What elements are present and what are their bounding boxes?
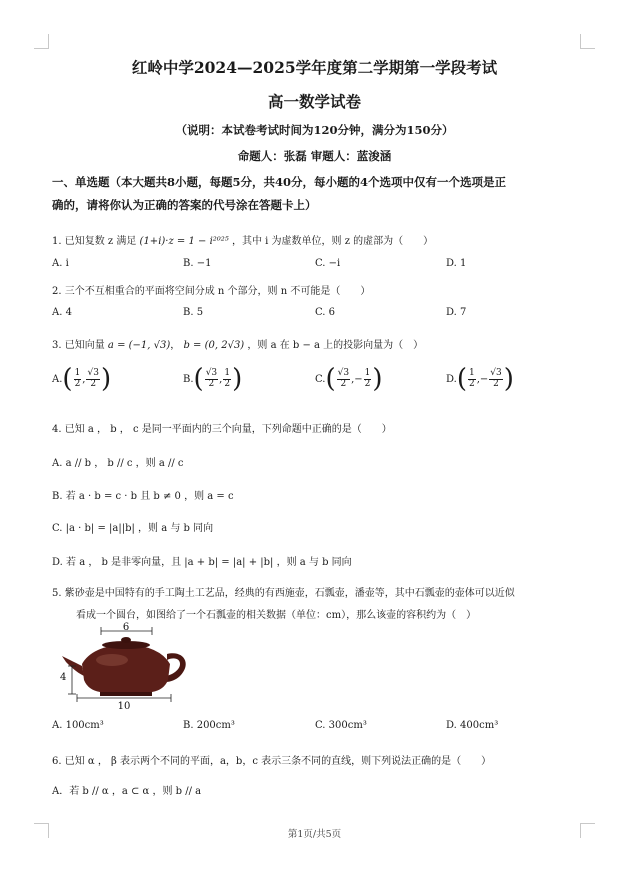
question-4: 4. 已知 a ， b ， c 是同一平面内的三个向量，下列命题中正确的是（ ）	[52, 424, 392, 435]
q1-option-c[interactable]: C. −i	[315, 258, 341, 269]
q3-option-c[interactable]: C. ( $\frac{√3}{2}$ ,− $\frac{1}{2}$ )	[315, 364, 383, 394]
question-6: 6. 已知 α ， β 表示两个不同的平面，a，b，c 表示三条不同的直线，则下列说法正确的是（ ）	[52, 756, 492, 767]
q3-option-d-label: D.	[446, 373, 457, 385]
question-5-line2: 看成一个圆台，如图给了一个石瓢壶的相关数据（单位：cm），那么该壶的容积约为（ ）	[76, 610, 477, 621]
q3-option-b-label: B.	[183, 373, 194, 385]
teapot-knob	[121, 637, 131, 643]
crop-mark-top-right	[580, 34, 595, 49]
q3-option-a-label: A.	[52, 373, 63, 385]
q1-pre: 1. 已知复数 z 满足	[52, 236, 137, 247]
q3-option-d[interactable]: D. ( $\frac{1}{2}$ ,− $\frac{√3}{2}$ )	[446, 364, 514, 394]
exam-title: 红岭中学2024—2025学年度第二学期第一学段考试	[131, 58, 498, 77]
q5-option-a[interactable]: A. 100cm³	[52, 720, 104, 731]
exam-authors: 命题人：张磊 审题人：蓝浚涵	[237, 149, 392, 163]
q4-option-d[interactable]: D. 若 a ， b 是非零向量，且 |a + b| = |a| + |b| ，则 a 与 b 同向	[52, 557, 352, 568]
q2-option-c[interactable]: C. 6	[315, 307, 336, 318]
q3-vector-b: b = (0, 2√3)	[183, 340, 245, 351]
dim-bottom-label: 10	[117, 701, 131, 710]
dim-top-label: 6	[122, 622, 130, 633]
q3-pre: 3. 已知向量	[52, 340, 105, 351]
q2-option-b[interactable]: B. 5	[183, 307, 204, 318]
q1-option-b[interactable]: B. −1	[183, 258, 212, 269]
dim-side-label: 4	[60, 672, 67, 683]
section-heading-line2: 确的，请将你认为正确的答案的代号涂在答题卡上）	[52, 198, 317, 212]
q1-expression: (1+i)·z = 1 − i²⁰²⁵	[139, 236, 229, 247]
q2-option-a[interactable]: A. 4	[52, 307, 72, 318]
q1-post: ，其中 i 为虚数单位，则 z 的虚部为（ ）	[232, 236, 434, 247]
q3-option-c-label: C.	[315, 373, 326, 385]
question-5-line1: 5. 紫砂壶是中国特有的手工陶土工艺品，经典的有西施壶，石瓢壶，潘壶等，其中石瓢壶的壶体可以近似	[52, 588, 515, 599]
q4-option-b[interactable]: B. 若 a · b = c · b 且 b ≠ 0 ，则 a = c	[52, 491, 234, 502]
question-3: 3. 已知向量 a = (−1, √3)， b = (0, 2√3) ，则 a 在 b − a 上的投影向量为（ ）	[52, 340, 424, 351]
crop-mark-top-left	[34, 34, 49, 49]
q3-option-b[interactable]: B. ( $\frac{√3}{2}$ , $\frac{1}{2}$ )	[183, 364, 243, 394]
exam-note: （说明：本试卷考试时间为120分钟，满分为150分）	[175, 123, 454, 137]
q5-option-d[interactable]: D. 400cm³	[446, 720, 499, 731]
teapot-highlight	[96, 654, 128, 666]
q6-option-a[interactable]: A．若 b // α ，a ⊂ α ，则 b // a	[52, 786, 202, 797]
q3-option-a[interactable]: A. ( $\frac{1}{2}$ , $\frac{√3}{2}$ )	[52, 364, 112, 394]
q1-option-d[interactable]: D. 1	[446, 258, 467, 269]
q1-option-a[interactable]: A. i	[52, 258, 69, 269]
page-footer: 第1页/共5页	[287, 829, 342, 840]
q4-option-a[interactable]: A. a // b ， b // c ，则 a // c	[52, 458, 184, 469]
question-2: 2. 三个不互相重合的平面将空间分成 n 个部分，则 n 不可能是（ ）	[52, 286, 371, 297]
q2-option-d[interactable]: D. 7	[446, 307, 467, 318]
teapot-body	[82, 644, 170, 692]
exam-subtitle: 高一数学试卷	[267, 92, 361, 111]
teapot-figure	[52, 620, 192, 710]
q4-option-c[interactable]: C. |a · b| = |a||b| ，则 a 与 b 同向	[52, 523, 214, 534]
question-1	[52, 232, 433, 247]
q3-post: ，则 a 在 b − a 上的投影向量为（ ）	[247, 340, 424, 351]
teapot-base	[100, 692, 152, 696]
q5-option-b[interactable]: B. 200cm³	[183, 720, 235, 731]
section-heading-line1: 一、单选题（本大题共8小题，每题5分，共40分，每小题的4个选项中仅有一个选项是正	[52, 175, 507, 189]
q3-vector-a: a = (−1, √3)	[107, 340, 171, 351]
q5-option-c[interactable]: C. 300cm³	[315, 720, 367, 731]
